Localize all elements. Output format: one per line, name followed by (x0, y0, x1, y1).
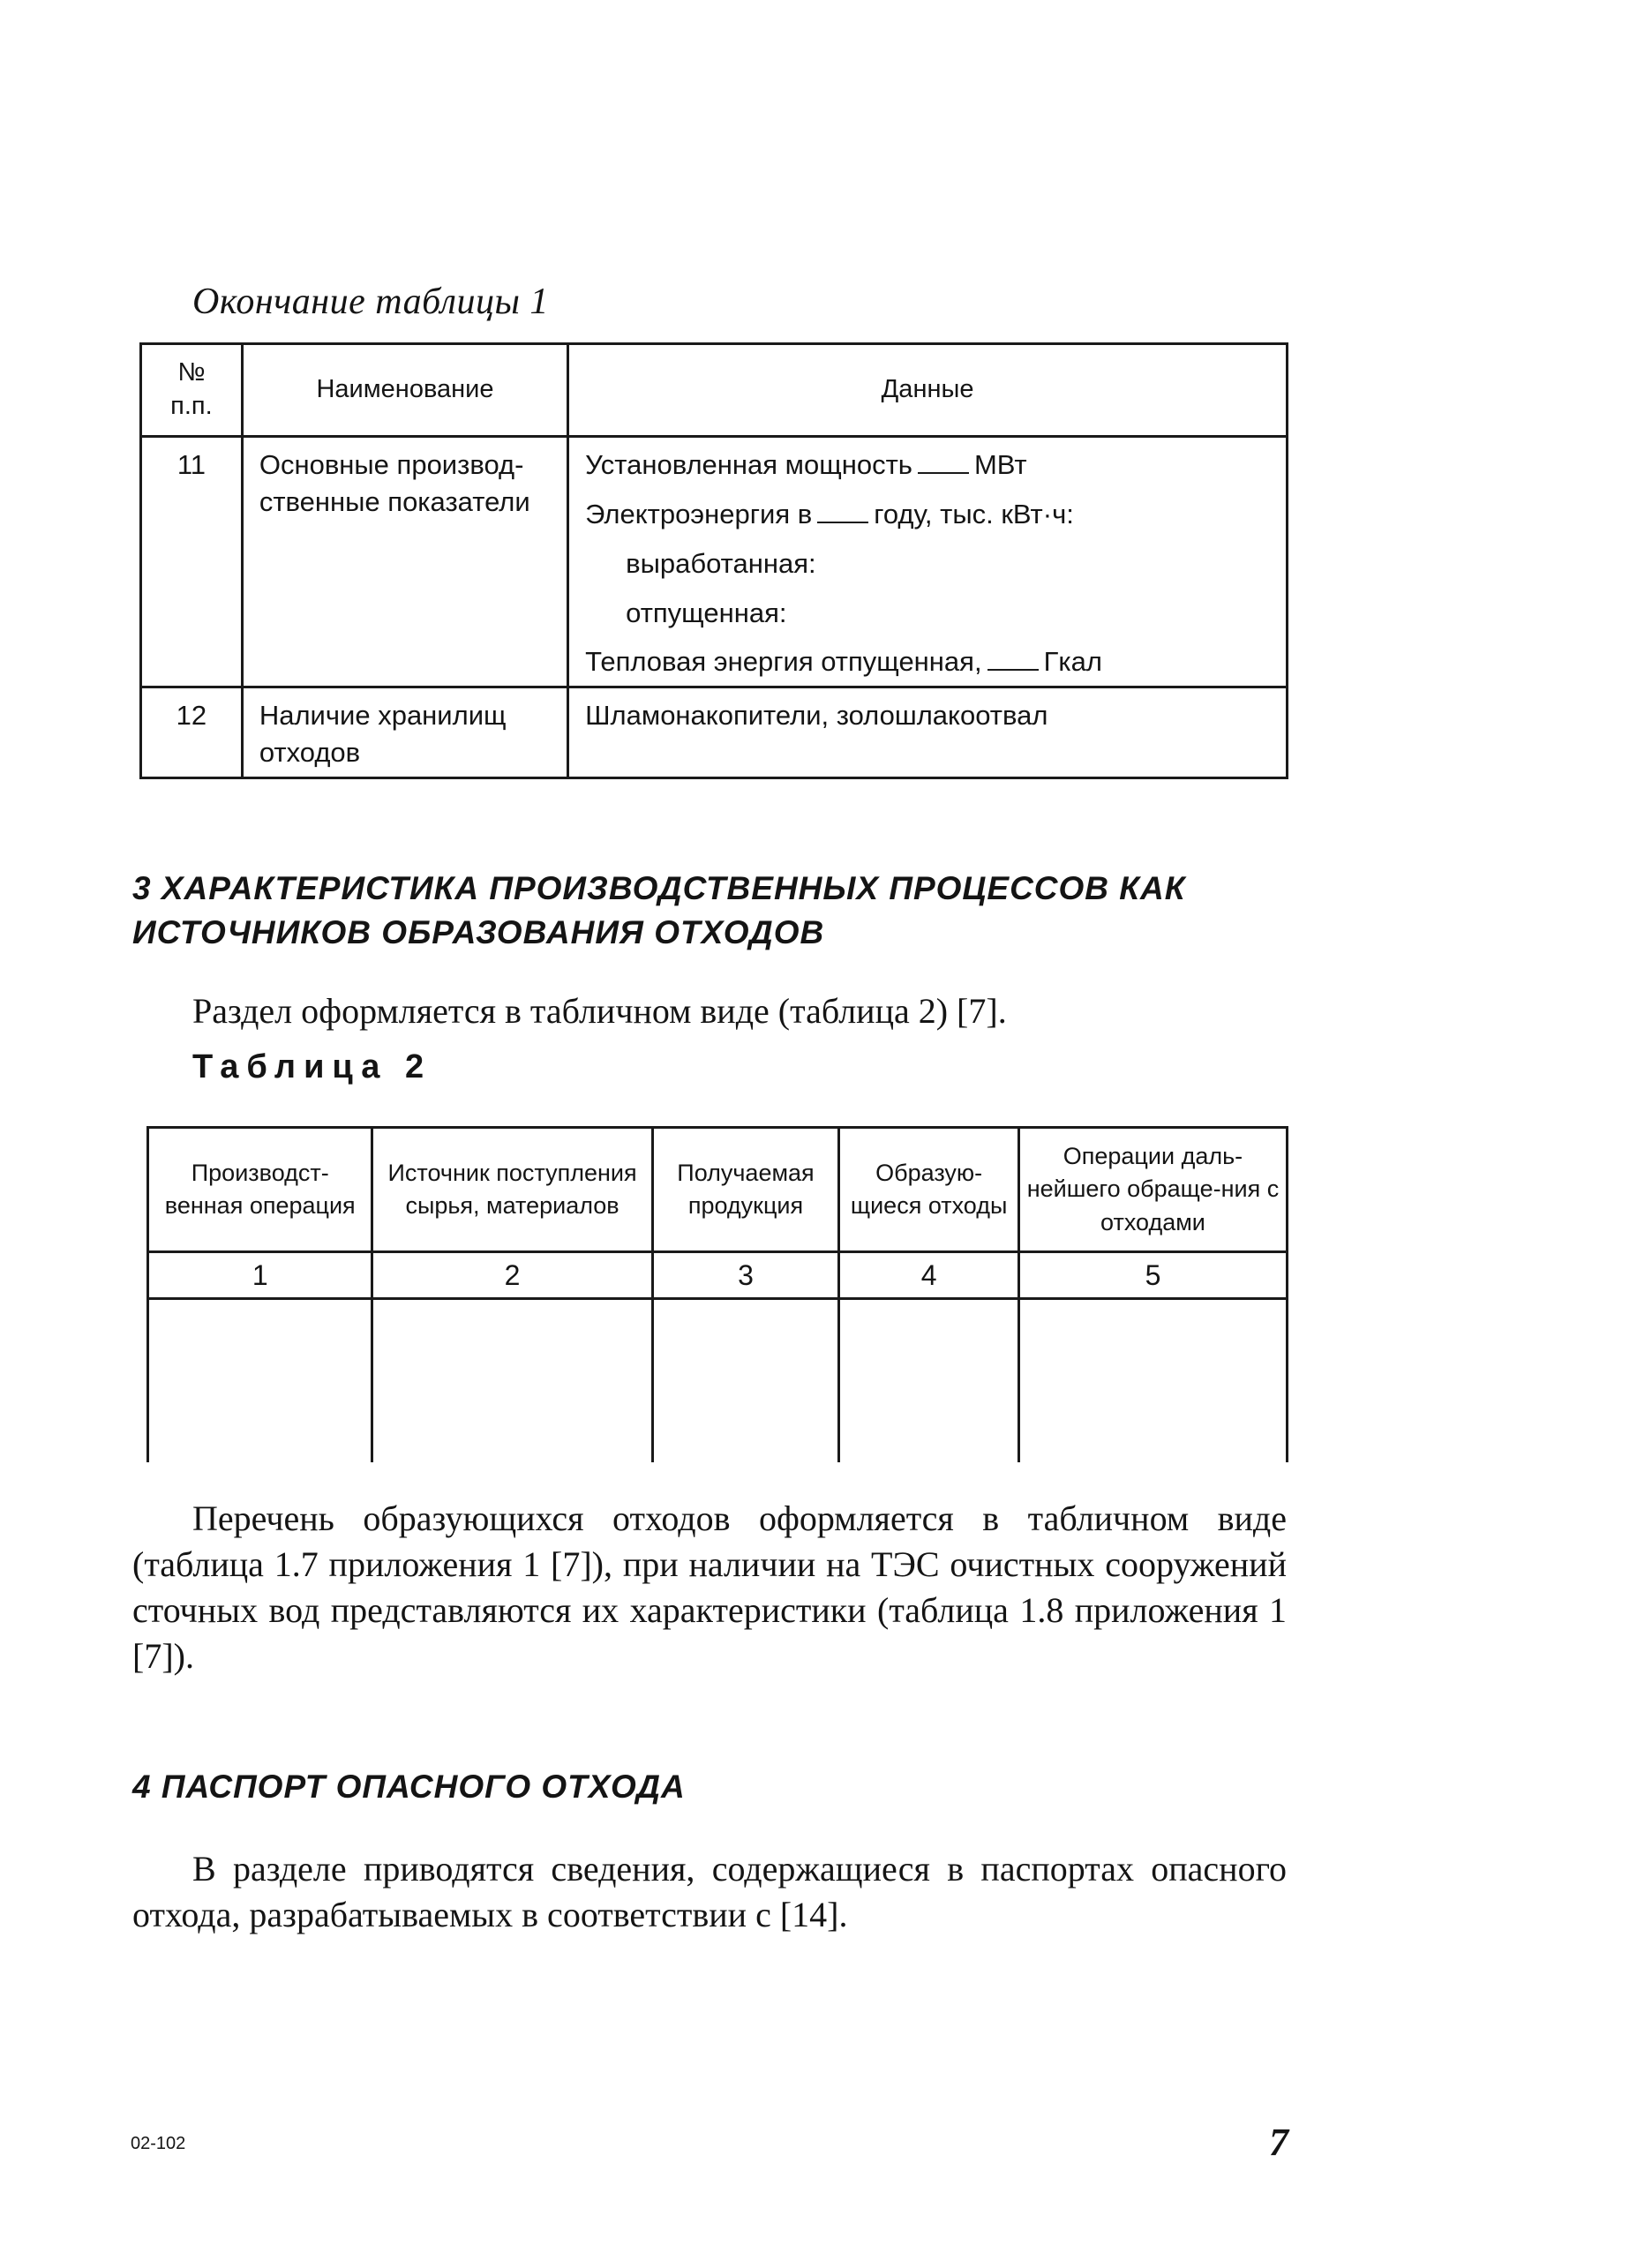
column-number: 1 (148, 1252, 372, 1299)
table2-header: Операции даль-нейшего обраще-ния с отходами (1018, 1128, 1287, 1252)
installed-power-unit: МВт (973, 449, 1027, 480)
table1-header-num: № п.п. (141, 344, 243, 437)
heat-label: Тепловая энергия отпущенная, (585, 646, 982, 678)
table-row (141, 687, 1288, 778)
row-data (568, 437, 1288, 687)
row-data: Шламонакопители, золошлакоотвал (568, 687, 1288, 778)
column-number: 3 (652, 1252, 839, 1299)
table2-caption: Таблица 2 (192, 1048, 432, 1085)
installed-power-line (585, 447, 1270, 484)
heat-unit: Гкал (1043, 646, 1102, 678)
section3-intro: Раздел оформляется в табличном виде (таблица 2) [7]. (192, 991, 1007, 1031)
table2-column-number-row (148, 1252, 1288, 1299)
section3-heading: 3 ХАРАКТЕРИСТИКА ПРОИЗВОДСТВЕННЫХ ПРОЦЕССОВ КАК ИСТОЧНИКОВ ОБРАЗОВАНИЯ ОТХОДОВ (132, 870, 1186, 950)
table-row (141, 437, 1288, 687)
empty-cell (652, 1299, 839, 1463)
installed-power-label: Установленная мощность (585, 449, 912, 480)
row-name: Основные производ-ственные показатели (242, 437, 567, 687)
heat-line (585, 643, 1270, 680)
document-code: 02-102 (131, 2134, 186, 2153)
blank-field (817, 521, 868, 523)
electricity-line (585, 496, 1270, 533)
empty-cell (839, 1299, 1019, 1463)
table1-header-name: Наименование (242, 344, 567, 437)
column-number: 5 (1018, 1252, 1287, 1299)
empty-cell (148, 1299, 372, 1463)
electricity-label: Электроэнергия в (585, 498, 813, 529)
column-number: 2 (372, 1252, 652, 1299)
table2-header: Получаемая продукция (652, 1128, 839, 1252)
table1-header-data: Данные (568, 344, 1288, 437)
waste-list-paragraph: Перечень образующихся отходов оформляется в табличном виде (таблица 1.7 приложения 1 [7]), при наличии на ТЭС очистных сооружений сточных вод представляются их характеристики (таблица 1.8 приложения 1 [7]). (132, 1498, 1287, 1676)
row-number: 12 (141, 687, 243, 778)
blank-field (987, 668, 1039, 671)
generated-label: выработанная: (626, 547, 816, 579)
table2-header-row (148, 1128, 1288, 1252)
blank-field (918, 471, 969, 474)
table2-header: Образую-щиеся отходы (839, 1128, 1019, 1252)
table2-header: Источник поступления сырья, материалов (372, 1128, 652, 1252)
empty-cell (372, 1299, 652, 1463)
row-name: Наличие хранилищ отходов (242, 687, 567, 778)
section4-heading: 4 ПАСПОРТ ОПАСНОГО ОТХОДА (132, 1769, 686, 1805)
empty-cell (1018, 1299, 1287, 1463)
released-label: отпущенная: (626, 597, 787, 628)
table1-caption: Окончание таблицы 1 (192, 282, 549, 322)
table1-header-row (141, 344, 1288, 437)
table1 (139, 342, 1288, 779)
row-number: 11 (141, 437, 243, 687)
table2-header: Производст-венная операция (148, 1128, 372, 1252)
section4-text: В разделе приводятся сведения, содержащиеся в паспортах опасного отхода, разрабатываемых в соответствии с [14]. (132, 1849, 1287, 1934)
column-number: 4 (839, 1252, 1019, 1299)
table2-empty-row (148, 1299, 1288, 1463)
page-number: 7 (1269, 2121, 1288, 2164)
table2 (146, 1126, 1288, 1462)
electricity-unit: году, тыс. кВт·ч: (874, 498, 1074, 529)
